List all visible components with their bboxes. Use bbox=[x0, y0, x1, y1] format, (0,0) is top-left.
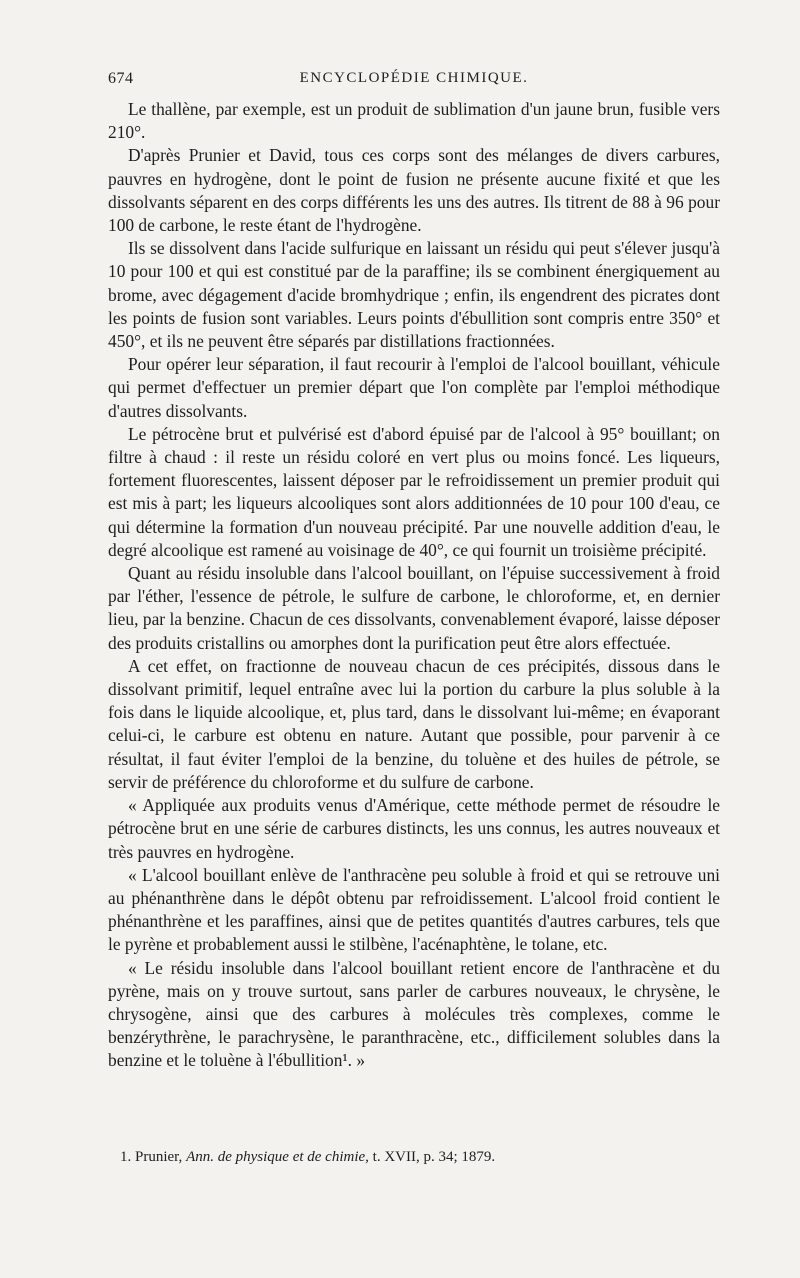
running-title: ENCYCLOPÉDIE CHIMIQUE. bbox=[299, 70, 529, 86]
page-header bbox=[108, 70, 720, 94]
paragraph: Le thallène, par exemple, est un produit de sublimation d'un jaune brun, fusible vers 210°. bbox=[108, 99, 720, 143]
paragraph: Quant au résidu insoluble dans l'alcool bouillant, on l'épuise successivement à froid par l'éther, l'essence de pétrole, le sulfure de carbone, le chloroforme, et, en dernier lieu, par la benzine. Chacun de ces dissolvants, convenablement évaporé, laisse déposer des produits cristallins ou amorphes dont la purification peut être alors effectuée. bbox=[108, 563, 720, 653]
footnote-authors: Prunier, bbox=[135, 1149, 183, 1165]
footnote-details: t. XVII, p. 34; 1879. bbox=[372, 1149, 496, 1165]
paragraph: D'après Prunier et David, tous ces corps sont des mélanges de divers carbures, pauvres en hydrogène, dont le point de fusion ne présente aucune fixité et que les dissolvants séparent en des corps différents les uns des autres. Ils titrent de 88 à 96 pour 100 de carbone, le reste étant de l'hydrogène. bbox=[108, 145, 720, 236]
paragraph: Le pétrocène brut et pulvérisé est d'abord épuisé par de l'alcool à 95° bouillant; on filtre à chaud : il reste un résidu coloré en vert plus ou moins foncé. Les liqueurs, fortement fluorescentes, laissent déposer par le refroidissement un premier produit qui est mis à part; les liqueurs alcooliques sont alors additionnées de 10 pour 100 d'eau, ce qui détermine la formation d'un nouveau précipité. Par une nouvelle addition d'eau, le degré alcoolique est ramené au voisinage de 40°, ce qui fournit un troisième précipité. bbox=[108, 423, 720, 560]
paragraph: « L'alcool bouillant enlève de l'anthracène peu soluble à froid et qui se retrouve uni au phénanthrène dans le dépôt obtenu par refroidissement. L'alcool froid contient le phénanthrène et les paraffines, ainsi que de petites quantités d'autres carbures, tels que le pyrène et probablement aussi le stilbène, l'acénaphtène, le tolane, etc. bbox=[108, 864, 720, 955]
paragraph: Ils se dissolvent dans l'acide sulfurique en laissant un résidu qui peut s'élever jusqu'à 10 pour 100 et qui est constitué par de la paraffine; ils se combinent énergiquement au brome, avec dégagement d'acide bromhydrique ; enfin, ils engendrent des picrates dont les points de fusion sont variables. Leurs points d'ébullition sont compris entre 350° et 450°, et ils ne peuvent être séparés par distillations fractionnées. bbox=[108, 238, 720, 352]
footnote bbox=[120, 1147, 720, 1167]
paragraph: A cet effet, on fractionne de nouveau chacun de ces précipités, dissous dans le dissolvant primitif, lequel entraîne avec lui la portion du carbure la plus soluble à la fois dans le liquide alcoolique, et, plus tard, dans le dissolvant lui-même; en évaporant celui-ci, le carbure est obtenu en nature. Autant que possible, pour parvenir à ce résultat, il faut éviter l'emploi de la benzine, du toluène et des huiles de pétrole, se servir de préférence du chloroforme et du sulfure de carbone. bbox=[108, 655, 720, 792]
paragraph: Pour opérer leur séparation, il faut recourir à l'emploi de l'alcool bouillant, véhicule qui permet d'effectuer un premier départ que l'on complète par l'emploi méthodique d'autres dissolvants. bbox=[108, 354, 720, 421]
paragraph: « Appliquée aux produits venus d'Amérique, cette méthode permet de résoudre le pétrocène brut en une série de carbures distincts, les uns connus, les autres nouveaux et très pauvres en hydrogène. bbox=[108, 795, 720, 862]
footnote-source: Ann. de physique et de chimie, bbox=[186, 1149, 369, 1165]
footnote-marker: 1. bbox=[120, 1149, 132, 1165]
body-text bbox=[108, 98, 720, 1073]
page-number: 674 bbox=[108, 70, 134, 87]
paragraph: « Le résidu insoluble dans l'alcool bouillant retient encore de l'anthracène et du pyrène, mais on y trouve surtout, sans parler de carbures nouveaux, le chrysène, le chrysogène, ainsi que des carbures à molécules très complexes, comme le benzérythrène, le parachrysène, le paranthracène, etc., difficilement solubles dans la benzine et le toluène à l'ébullition¹. » bbox=[108, 957, 720, 1071]
